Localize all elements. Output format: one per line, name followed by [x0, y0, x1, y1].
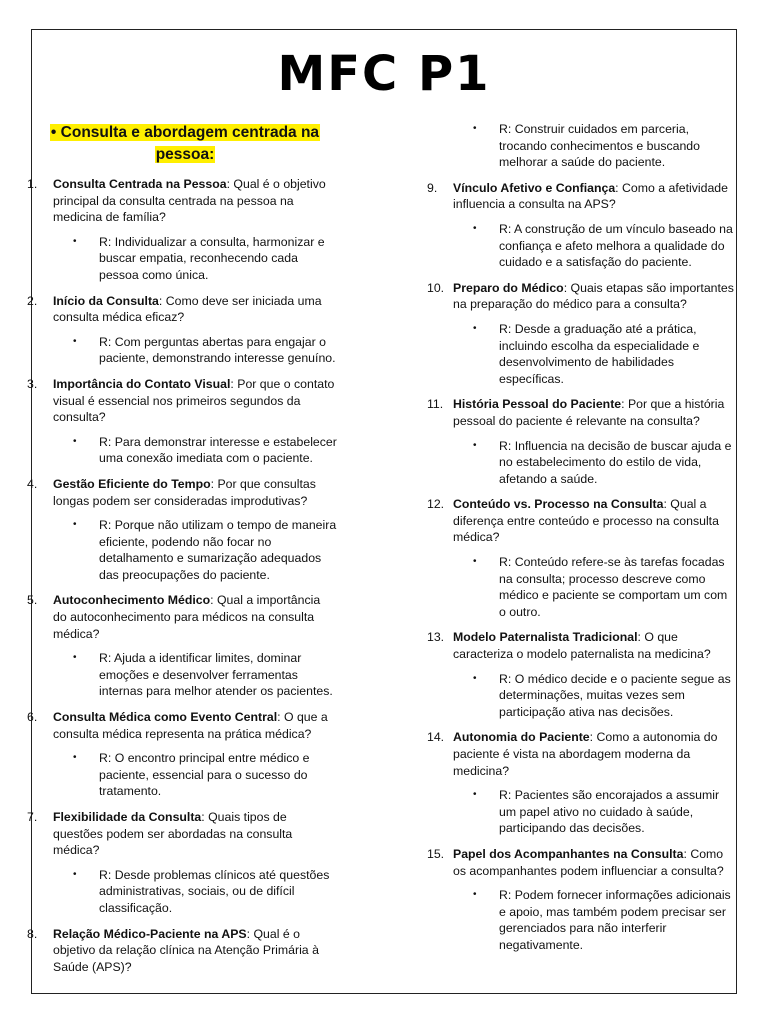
question-topic: Modelo Paternalista Tradicional — [453, 630, 638, 645]
question-text — [53, 476, 337, 509]
question-number: 10. — [427, 280, 445, 295]
section-heading — [27, 122, 337, 166]
answer-item — [473, 787, 737, 837]
answer-item — [473, 554, 737, 620]
question-topic: Preparo do Médico — [453, 280, 564, 295]
answer-item — [73, 334, 337, 367]
bullet-icon: • — [73, 519, 77, 531]
answer-item — [73, 867, 337, 917]
bullet-icon: • — [73, 868, 77, 880]
question-item — [427, 280, 737, 313]
question-topic: História Pessoal do Paciente — [453, 397, 622, 412]
question-body: : Por que a história pessoal do paciente é relevante na consulta? — [453, 397, 725, 428]
question-body: : Qual é o objetivo principal da consulta centrada na pessoa na medicina de família? — [53, 177, 326, 225]
question-number: 14. — [427, 730, 445, 745]
question-body: : Por que consultas longas podem ser consideradas improdutivas? — [53, 476, 316, 508]
question-text — [453, 180, 737, 213]
question-topic: Gestão Eficiente do Tempo — [53, 476, 211, 491]
page-title: MFC P1 — [277, 46, 491, 102]
question-text — [453, 846, 737, 879]
bullet-icon: • — [73, 652, 77, 664]
question-topic: Consulta Centrada na Pessoa — [53, 177, 227, 191]
bullet-icon: • — [73, 235, 77, 247]
question-body: : Qual a importância do autoconhecimento para médicos na consulta médica? — [53, 593, 321, 641]
question-body: : Por que o contato visual é essencial nos primeiros segundos da consulta? — [53, 376, 335, 425]
question-topic: Autonomia do Paciente — [453, 730, 590, 745]
bullet-icon: • — [473, 123, 477, 134]
answer-text: R: A construção de um vínculo baseado na confiança e afeto melhora a qualidade do cuidado e a satisfação do paciente. — [499, 221, 733, 270]
bullet-icon: • — [473, 439, 477, 451]
question-item — [427, 846, 737, 879]
answer-text: R: Para demonstrar interesse e estabelecer uma conexão imediata com o paciente. — [99, 434, 337, 466]
answer-text: R: Desde a graduação até a prática, incluindo escolha da especialidade e desenvolvimento de habilidades específicas. — [499, 321, 700, 386]
question-text — [453, 629, 737, 662]
question-text — [53, 293, 337, 326]
answer-item — [473, 671, 737, 721]
answer-text: R: Conteúdo refere-se às tarefas focadas na consulta; processo descreve como médico e paciente se comportam um com o outro. — [499, 555, 728, 619]
answer-item — [473, 121, 737, 171]
question-item — [427, 180, 737, 213]
question-text — [453, 729, 737, 779]
question-body: : O que caracteriza o modelo paternalista na medicina? — [453, 630, 711, 662]
question-body: : Quais etapas são importantes na preparação do médico para a consulta? — [453, 280, 734, 312]
bullet-icon: • — [473, 322, 477, 334]
question-body: : Qual é o objetivo da relação clínica na Atenção Primária à Saúde (APS)? — [53, 926, 319, 974]
bullet-icon: • — [73, 435, 77, 447]
question-item — [27, 926, 337, 976]
question-body: : O que a consulta médica representa na prática médica? — [53, 710, 328, 741]
question-topic: Conteúdo vs. Processo na Consulta — [453, 497, 664, 512]
question-number: 15. — [427, 846, 445, 861]
answer-item — [73, 750, 337, 800]
question-topic: Vínculo Afetivo e Confiança — [453, 180, 616, 195]
question-body: : Como a afetividade influencia a consulta na APS? — [453, 180, 728, 212]
bullet-icon: • — [473, 889, 477, 901]
question-item — [27, 809, 337, 859]
answer-text: R: Ajuda a identificar limites, dominar emoções e desenvolver ferramentas internas para melhor atender os pacientes. — [99, 651, 333, 699]
bullet-icon: • — [73, 335, 77, 347]
bullet-icon: • — [473, 556, 477, 568]
question-number: 12. — [427, 497, 445, 512]
answer-item — [473, 887, 737, 953]
question-text — [53, 176, 337, 226]
question-topic: Papel dos Acompanhantes na Consulta — [453, 846, 684, 861]
question-number: 9. — [427, 180, 438, 195]
bullet-icon: • — [473, 672, 477, 684]
answer-item — [473, 321, 737, 387]
question-number: 8. — [27, 926, 38, 941]
question-number: 5. — [27, 593, 38, 608]
question-item — [427, 629, 737, 662]
answer-text: R: Construir cuidados em parceria, trocando conhecimentos e buscando melhorar a saúde do paciente. — [499, 122, 700, 170]
question-topic: Consulta Médica como Evento Central — [53, 710, 278, 725]
question-number: 7. — [27, 810, 38, 824]
answer-item — [473, 221, 737, 271]
question-number: 2. — [27, 293, 38, 308]
question-item — [27, 176, 337, 226]
answer-item — [73, 650, 337, 700]
answer-item — [73, 517, 337, 583]
question-text — [453, 396, 737, 429]
question-body: : Como os acompanhantes podem influenciar a consulta? — [453, 846, 724, 878]
answer-text: R: Com perguntas abertas para engajar o paciente, demonstrando interesse genuíno. — [99, 334, 336, 366]
question-text — [53, 926, 337, 976]
question-number: 3. — [27, 376, 38, 391]
left-column — [27, 122, 337, 983]
question-text — [453, 280, 737, 313]
question-text — [53, 809, 337, 859]
answer-text: R: Desde problemas clínicos até questões administrativas, sociais, ou de difícil classificação. — [99, 867, 330, 915]
question-item — [27, 476, 337, 509]
question-body: : Como a autonomia do paciente é vista na abordagem moderna da medicina? — [453, 730, 718, 778]
answer-text: R: Pacientes são encorajados a assumir um papel ativo no cuidado à saúde, participando das decisões. — [499, 788, 720, 836]
question-number: 6. — [27, 710, 38, 725]
answer-text: R: Porque não utilizam o tempo de maneira eficiente, podendo não focar no detalhamento e sumarização adequados das preocupações do paciente. — [99, 518, 337, 582]
question-item — [27, 293, 337, 326]
question-item — [27, 376, 337, 426]
question-number: 1. — [27, 177, 38, 191]
answer-text: R: O médico decide e o paciente segue as determinações, muitas vezes sem participação ativa nas decisões. — [499, 671, 731, 719]
bullet-icon: • — [473, 222, 477, 234]
question-topic: Início da Consulta — [53, 293, 159, 308]
question-list-left — [27, 176, 337, 975]
answer-text: R: Influencia na decisão de buscar ajuda e no estabelecimento do estilo de vida, afetando a saúde. — [499, 438, 732, 486]
question-item — [427, 396, 737, 429]
question-body: : Qual a diferença entre conteúdo e processo na consulta médica? — [453, 497, 719, 545]
question-item — [27, 592, 337, 642]
answer-text: R: O encontro principal entre médico e paciente, essencial para o sucesso do tratamento. — [99, 751, 310, 799]
question-text — [53, 376, 337, 426]
answer-item — [473, 438, 737, 488]
question-item — [427, 496, 737, 546]
question-item — [27, 709, 337, 742]
answer-text: R: Podem fornecer informações adicionais e apoio, mas também podem precisar ser gerenciados para não interferir negativamente. — [499, 888, 731, 952]
answer-item — [73, 234, 337, 284]
question-topic: Flexibilidade da Consulta — [53, 810, 202, 824]
question-list-right — [427, 180, 737, 954]
right-column — [427, 121, 737, 963]
question-number: 11. — [427, 397, 444, 412]
question-topic: Autoconhecimento Médico — [53, 593, 211, 608]
question-body: : Como deve ser iniciada uma consulta médica eficaz? — [53, 293, 322, 325]
bullet-icon: • — [73, 752, 77, 764]
question-text — [453, 496, 737, 546]
section-heading-text: • Consulta e abordagem centrada na pessoa: — [50, 124, 320, 163]
question-number: 13. — [427, 630, 445, 645]
question-item — [427, 729, 737, 779]
question-number: 4. — [27, 476, 38, 491]
answer-text: R: Individualizar a consulta, harmonizar e buscar empatia, reconhecendo cada pessoa como única. — [99, 234, 325, 282]
question-text — [53, 709, 337, 742]
question-text — [53, 592, 337, 642]
question-topic: Relação Médico-Paciente na APS — [53, 926, 247, 941]
question-topic: Importância do Contato Visual — [53, 376, 231, 391]
answer-item — [73, 434, 337, 467]
question-body: : Quais tipos de questões podem ser abordadas na consulta médica? — [53, 810, 293, 858]
bullet-icon: • — [473, 789, 477, 801]
